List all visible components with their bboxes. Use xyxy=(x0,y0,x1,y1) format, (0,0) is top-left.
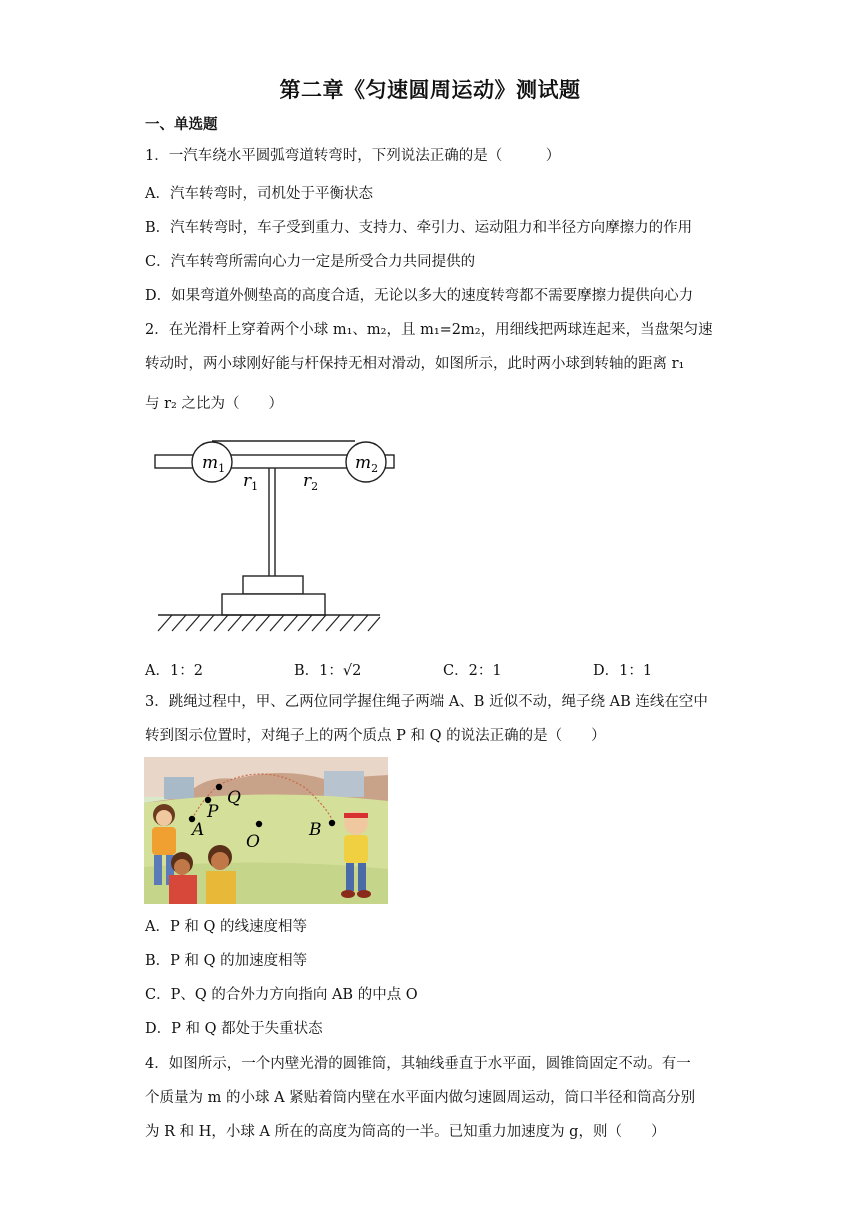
label-Q: Q xyxy=(227,788,241,808)
q3-option-b: B．P 和 Q 的加速度相等 xyxy=(145,953,308,969)
q2-stem-line3: 与 r₂ 之比为（ ） xyxy=(145,396,283,412)
label-P: P xyxy=(207,802,219,822)
label-r2: $r_2$ xyxy=(303,471,319,493)
q1-option-d: D．如果弯道外侧垫高的高度合适，无论以多大的速度转弯都不需要摩擦力提供向心力 xyxy=(145,288,694,304)
q2-stem-line1: 2．在光滑杆上穿着两个小球 m₁、m₂，且 m₁=2m₂，用细线把两球连起来，当盘架匀速 xyxy=(145,322,713,338)
page-title: 第二章《匀速圆周运动》测试题 xyxy=(279,78,581,102)
ground-hatching xyxy=(158,615,380,631)
q2-option-b: B．1：√2 xyxy=(294,663,362,679)
base-upper xyxy=(243,576,303,594)
q1-option-c: C．汽车转弯所需向心力一定是所受合力共同提供的 xyxy=(145,254,476,270)
q2-option-c: C．2：1 xyxy=(443,663,502,679)
q2-option-a: A．1：2 xyxy=(145,663,203,679)
q1-option-b: B．汽车转弯时，车子受到重力、支持力、牵引力、运动阻力和半径方向摩擦力的作用 xyxy=(145,220,693,236)
q2-option-d: D．1：1 xyxy=(593,663,653,679)
q1-option-a: A．汽车转弯时，司机处于平衡状态 xyxy=(145,186,373,202)
q3-option-d: D．P 和 Q 都处于失重状态 xyxy=(145,1021,323,1037)
base-lower xyxy=(222,594,325,615)
label-r1: $r_1$ xyxy=(243,471,259,493)
point-B xyxy=(329,820,335,826)
q2-stem-line2: 转动时，两小球刚好能与杆保持无相对滑动，如图所示，此时两小球到转轴的距离 r₁ xyxy=(145,356,685,372)
section-heading: 一、单选题 xyxy=(145,117,218,133)
label-m2: $m_2$ xyxy=(355,453,379,475)
q3-jump-rope-illustration xyxy=(144,757,388,904)
q3-option-a: A．P 和 Q 的线速度相等 xyxy=(145,919,307,935)
q3-option-c: C．P、Q 的合外力方向指向 AB 的中点 O xyxy=(145,987,418,1003)
point-O xyxy=(256,821,262,827)
q4-stem-line1: 4．如图所示，一个内壁光滑的圆锥筒，其轴线垂直于水平面，圆锥筒固定不动。有一 xyxy=(145,1056,691,1072)
q2-rotating-rod-figure xyxy=(150,436,400,636)
label-m1: $m_1$ xyxy=(202,453,226,475)
point-Q xyxy=(216,784,222,790)
label-O: O xyxy=(246,832,260,852)
q1-stem: 1．一汽车绕水平圆弧弯道转弯时，下列说法正确的是（ ） xyxy=(145,148,561,164)
q3-stem-line2: 转到图示位置时，对绳子上的两个质点 P 和 Q 的说法正确的是（ ） xyxy=(145,728,606,744)
q4-stem-line2: 个质量为 m 的小球 A 紧贴着筒内壁在水平面内做匀速圆周运动，筒口半径和筒高分别 xyxy=(145,1090,696,1106)
q4-stem-line3: 为 R 和 H，小球 A 所在的高度为筒高的一半。已知重力加速度为 g，则（ ） xyxy=(145,1124,666,1140)
q3-stem-line1: 3．跳绳过程中，甲、乙两位同学握住绳子两端 A、B 近似不动，绳子绕 AB 连线在空中 xyxy=(145,694,708,710)
label-A: A xyxy=(192,820,205,840)
label-B: B xyxy=(309,820,322,840)
